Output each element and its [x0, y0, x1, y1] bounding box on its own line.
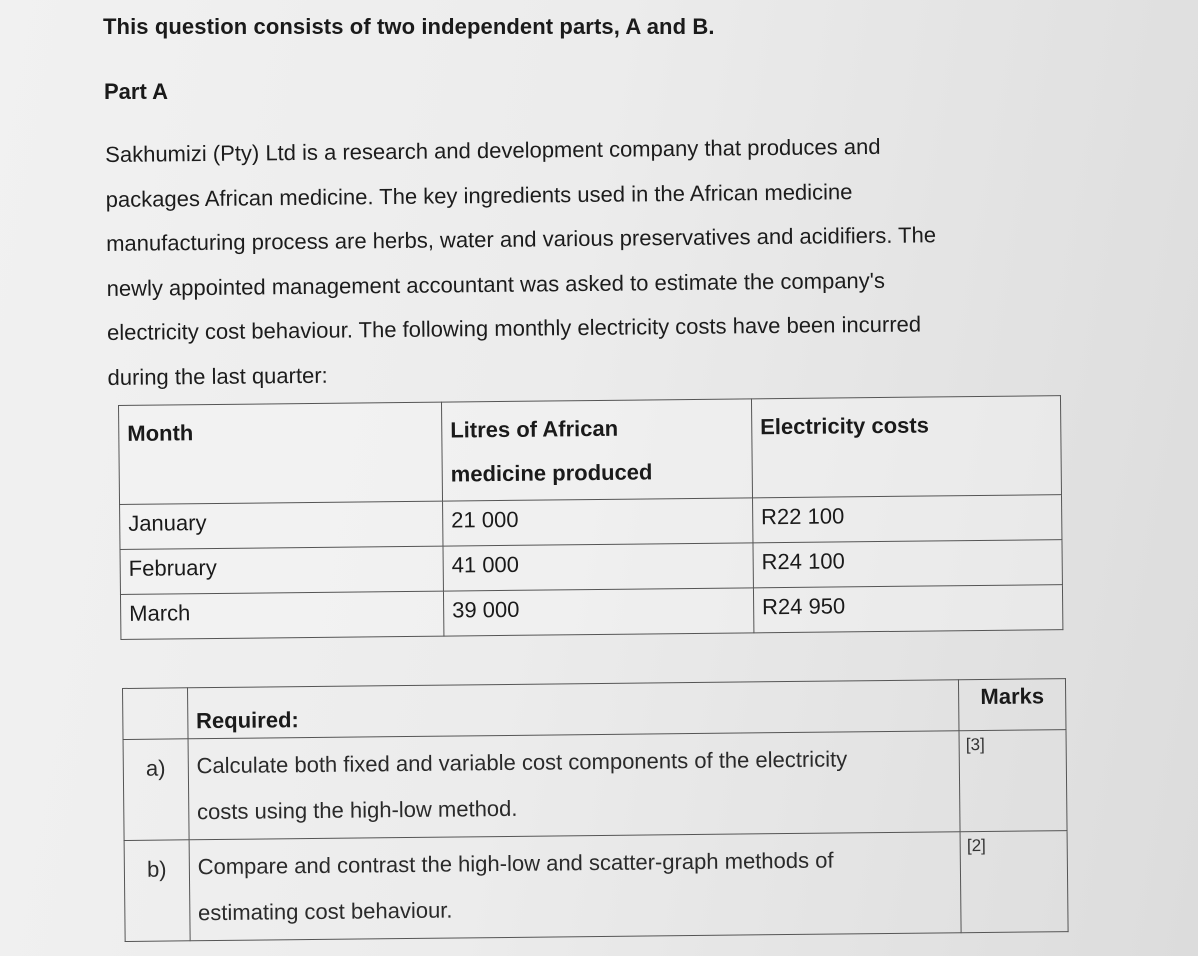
cell-cost: R22 100 [752, 495, 1062, 543]
cell-litres: 21 000 [442, 498, 752, 546]
header-cost-label: Electricity costs [760, 412, 930, 440]
header-litres [441, 399, 752, 501]
header-litres-line2: medicine produced [450, 459, 653, 487]
header-month [119, 402, 443, 504]
header-cost [751, 396, 1061, 498]
required-item-row [124, 831, 1068, 942]
cell-month: March [120, 591, 443, 639]
item-text [189, 832, 961, 941]
paragraph-line: during the last quarter: [107, 362, 328, 390]
required-label: Required: [187, 680, 959, 739]
header-litres-line1: Litres of African [450, 415, 619, 443]
electricity-cost-table [118, 395, 1063, 640]
item-text-line: Calculate both fixed and variable cost components of the electricity [196, 746, 848, 779]
paragraph-line: packages African medicine. The key ingredients used in the African medicine [105, 178, 853, 212]
table-header-row [119, 396, 1062, 505]
item-text [188, 731, 960, 840]
required-item-row [123, 730, 1067, 841]
cell-month: February [120, 546, 443, 594]
paragraph-line: electricity cost behaviour. The following monthly electricity costs have been incurred [106, 311, 922, 345]
item-label: b) [124, 840, 190, 942]
item-text-line: estimating cost behaviour. [197, 897, 453, 926]
paragraph-line: Sakhumizi (Pty) Ltd is a research and development company that produces and [105, 133, 881, 167]
required-header-blank [123, 688, 188, 740]
paragraph-line: manufacturing process are herbs, water and various preservatives and acidifiers. The [106, 222, 937, 256]
cell-cost: R24 950 [753, 585, 1063, 633]
intro-text: This question consists of two independent parts, A and B. [103, 14, 715, 39]
item-marks: [3] [959, 730, 1067, 832]
paragraph-line: newly appointed management accountant was asked to estimate the company's [106, 267, 886, 301]
cell-litres: 41 000 [443, 543, 753, 591]
scenario-paragraph [105, 123, 1063, 400]
item-text-line: costs using the high-low method. [196, 795, 518, 825]
cell-month: January [120, 501, 443, 549]
part-heading: Part A [104, 79, 168, 104]
item-label: a) [123, 739, 189, 841]
cell-litres: 39 000 [443, 588, 753, 636]
item-marks: [2] [960, 831, 1068, 933]
table-row [120, 585, 1062, 640]
marks-header: Marks [959, 679, 1066, 731]
cell-cost: R24 100 [753, 540, 1063, 588]
item-text-line: Compare and contrast the high-low and scatter-graph methods of [197, 847, 834, 880]
header-month-label: Month [127, 420, 194, 446]
required-table [122, 678, 1069, 942]
